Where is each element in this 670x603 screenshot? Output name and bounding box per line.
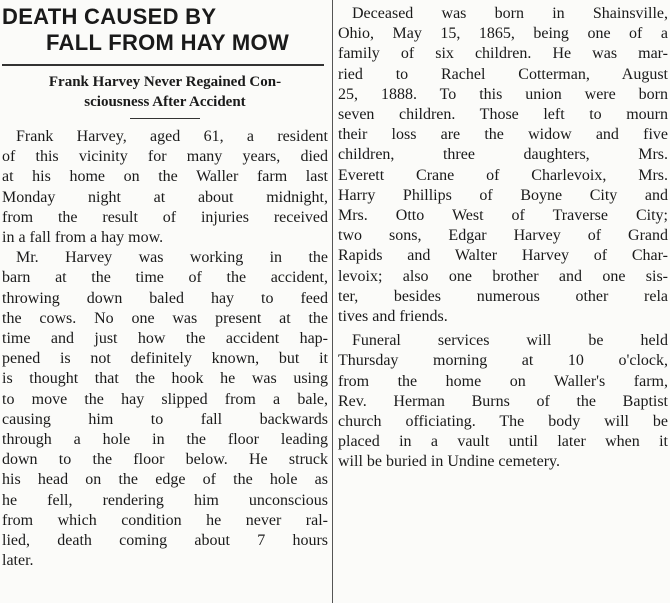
text-line: levoix; also one brother and one sis- [338, 267, 668, 285]
text-line: Funeral services will be held [352, 332, 668, 350]
text-line: Mrs. Otto West of Traverse City; [338, 207, 668, 225]
text-line: is thought that the hook he was using [2, 370, 328, 388]
text-line: lied, death coming about 7 hours [2, 532, 328, 550]
text-line: ter, besides numerous other rela [338, 287, 668, 305]
left-column-body [2, 127, 328, 571]
body-paragraph [338, 4, 668, 327]
text-line: throwing down baled hay to feed [2, 289, 328, 307]
text-line: seven children. Those left to mourn [338, 106, 668, 124]
text-line: will be buried in Undine cemetery. [338, 453, 560, 471]
text-line: Rapids and Walter Harvey of Char- [338, 247, 668, 265]
text-line: 25, 1888. To this union were born [338, 85, 668, 103]
text-line: from the result of injuries received [2, 208, 328, 226]
text-line: their loss are the widow and five [338, 126, 668, 144]
subheadline-line-2: sciousness After Accident [84, 94, 246, 110]
text-line: ried to Rachel Cotterman, August [338, 65, 668, 83]
text-line: later. [2, 552, 34, 570]
text-line: of this vicinity for many years, died [2, 148, 328, 166]
column-rule [332, 0, 333, 603]
headline-line-1: DEATH CAUSED BY [2, 4, 217, 29]
text-line: Monday night at about midnight, [2, 188, 328, 206]
text-line: children, three daughters, Mrs. [338, 146, 668, 164]
text-line: pened is not definitely known, but it [2, 350, 328, 368]
body-paragraph [338, 331, 668, 472]
text-line: his head on the edge of the hole as [2, 471, 328, 489]
right-column-body [338, 4, 668, 473]
headline-line-2: FALL FROM HAY MOW [46, 30, 290, 55]
text-line: down to the floor below. He struck [2, 451, 328, 469]
left-column [2, 0, 328, 571]
text-line: family of six children. He was mar- [338, 45, 668, 63]
text-line: barn at the time of the accident, [2, 269, 328, 287]
body-paragraph [2, 127, 328, 248]
text-line: the cows. No one was present at the [2, 309, 328, 327]
text-line: Mr. Harvey was working in the [16, 249, 328, 267]
right-column [338, 0, 668, 473]
text-line: Ohio, May 15, 1865, being one of a [338, 25, 668, 43]
subhead-divider [130, 118, 200, 119]
subheadline [2, 72, 328, 112]
text-line: from which condition he never ral- [2, 511, 328, 529]
text-line: in a fall from a hay mow. [2, 229, 164, 247]
text-line: causing him to fall backwards [2, 410, 328, 428]
text-line: he fell, rendering him unconscious [2, 491, 328, 509]
text-line: two sons, Edgar Harvey of Grand [338, 227, 668, 245]
text-line: through a hole in the floor leading [2, 431, 328, 449]
text-line: Rev. Herman Burns of the Baptist [338, 392, 668, 410]
text-line: placed in a vault until later when it [338, 433, 668, 451]
body-paragraph [2, 248, 328, 571]
text-line: Thursday morning at 10 o'clock, [338, 352, 668, 370]
text-line: Harry Phillips of Boyne City and [338, 186, 668, 204]
headline-divider [2, 64, 324, 66]
text-line: time and just how the accident hap- [2, 330, 328, 348]
text-line: from the home on Waller's farm, [338, 372, 668, 390]
text-line: church officiating. The body will be [338, 413, 668, 431]
text-line: Everett Crane of Charlevoix, Mrs. [338, 166, 668, 184]
text-line: tives and friends. [338, 308, 448, 326]
text-line: Deceased was born in Shainsville, [352, 5, 668, 22]
text-line: at his home on the Waller farm last [2, 168, 328, 186]
text-line: to move the hay slipped from a bale, [2, 390, 328, 408]
subheadline-line-1: Frank Harvey Never Regained Con- [48, 74, 282, 90]
headline [2, 4, 328, 56]
text-line: Frank Harvey, aged 61, a resident [16, 128, 328, 145]
